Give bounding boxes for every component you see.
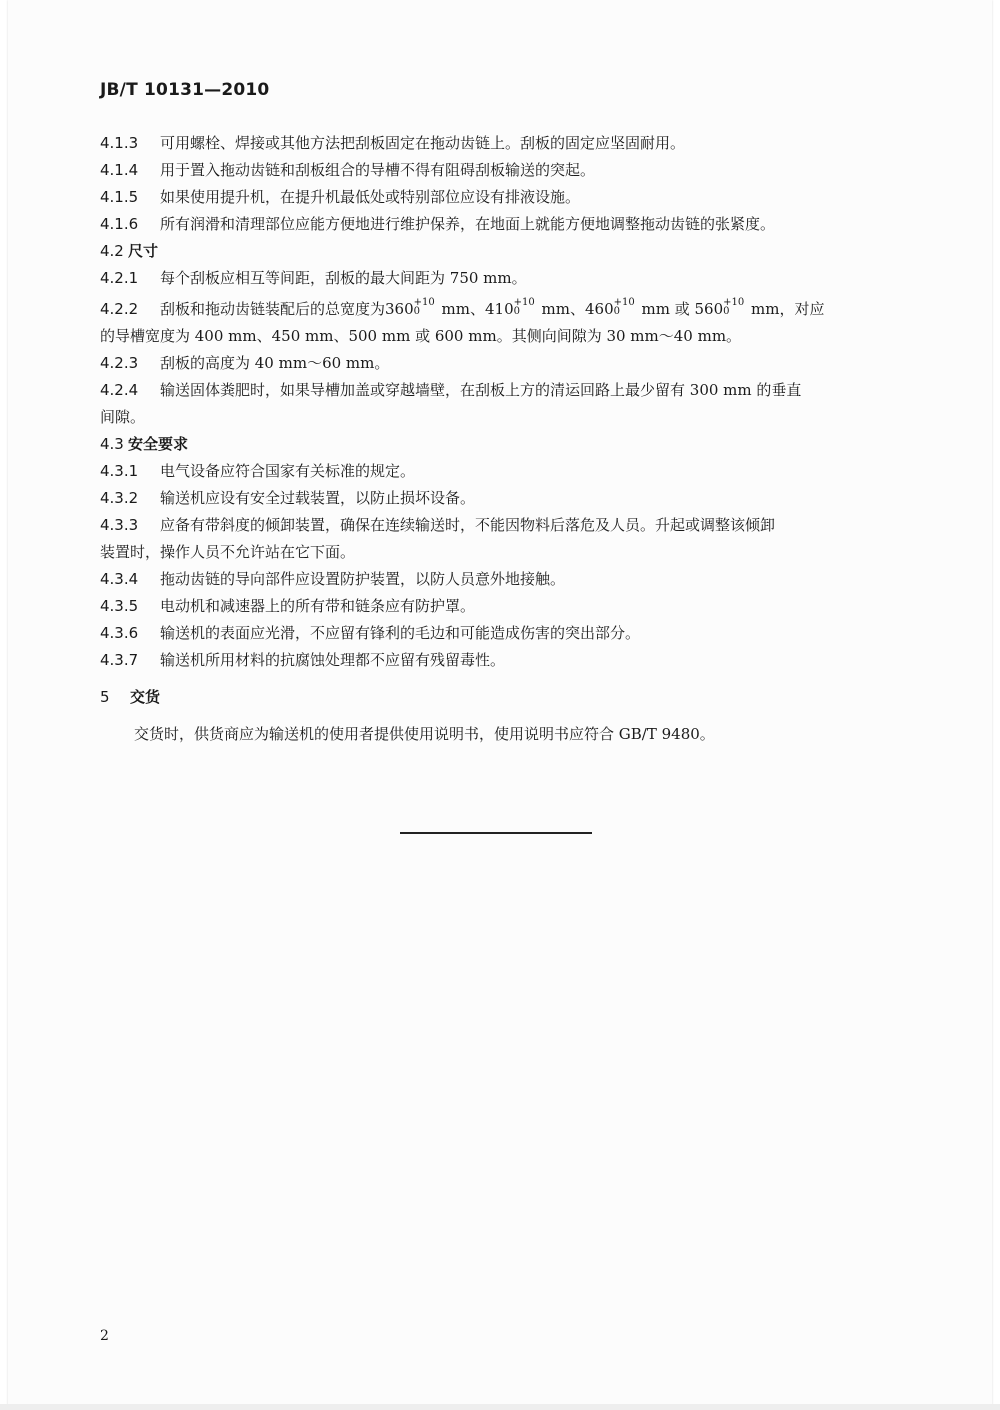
clause-text: 电气设备应符合国家有关标准的规定。 — [160, 462, 416, 480]
clause-text: 输送机应设有安全过载装置，以防止损坏设备。 — [160, 489, 476, 507]
clause-text: 输送机的表面应光滑，不应留有锋利的毛边和可能造成伤害的突出部分。 — [160, 624, 641, 642]
spacer — [100, 674, 900, 684]
clause-number: 4.3.4 — [100, 570, 139, 588]
width-value-2: 410 — [485, 300, 514, 318]
width-value-1: 360 — [385, 300, 414, 318]
tolerance: +10 0 — [513, 297, 535, 317]
unit: mm — [636, 300, 670, 318]
clause-number: 4.2.4 — [100, 381, 139, 399]
document-code-header: JB/T 10131—2010 — [100, 80, 270, 100]
clause-4-2-4 — [100, 377, 900, 404]
clause-number: 4.2.3 — [100, 354, 139, 372]
clause-text: 如果使用提升机，在提升机最低处或特别部位应设有排液设施。 — [160, 188, 581, 206]
clause-4-1-3 — [100, 130, 900, 157]
width-value-4: 560 — [694, 300, 724, 318]
document-body — [100, 130, 900, 748]
clause-text: 电动机和减速器上的所有带和链条应有防护罩。 — [160, 597, 476, 615]
clause-4-3-1 — [100, 458, 900, 485]
separator: 、 — [569, 300, 585, 318]
clause-text: 应备有带斜度的倾卸装置，确保在连续输送时，不能因物料后落危及人员。升起或调整该倾卸 — [160, 516, 776, 534]
conjunction: 或 — [669, 300, 695, 318]
clause-text: 用于置入拖动齿链和刮板组合的导槽不得有阻碍刮板输送的突起。 — [160, 161, 596, 179]
section-number: 4.2 — [100, 242, 124, 260]
clause-4-2-4-continued — [100, 404, 900, 431]
clause-text: 所有润滑和清理部位应能方便地进行维护保养，在地面上就能方便地调整拖动齿链的张紧度。 — [160, 215, 776, 233]
section-title: 安全要求 — [128, 435, 189, 453]
clause-number: 4.3.3 — [100, 516, 139, 534]
clause-number: 4.2.1 — [100, 269, 139, 287]
clause-4-3-4 — [100, 566, 900, 593]
spacer — [100, 711, 900, 721]
clause-text: 间隙。 — [100, 408, 146, 426]
page-bottom-edge — [0, 1404, 1000, 1410]
width-value-3: 460 — [584, 300, 614, 318]
clause-lead: 刮板和拖动齿链装配后的总宽度为 — [160, 300, 386, 318]
clause-4-2-2 — [100, 296, 900, 323]
clause-4-3-3 — [100, 512, 900, 539]
section-title: 尺寸 — [128, 242, 159, 260]
clause-number: 4.3.7 — [100, 651, 139, 669]
tolerance: +10 0 — [413, 297, 435, 317]
section-4-2-heading — [100, 238, 900, 265]
clause-number: 4.1.3 — [100, 134, 139, 152]
clause-text: 输送机所用材料的抗腐蚀处理都不应留有残留毒性。 — [160, 651, 506, 669]
clause-4-3-5 — [100, 593, 900, 620]
clause-4-2-2-continued — [100, 323, 900, 350]
clause-number: 4.3.6 — [100, 624, 139, 642]
chapter-5-heading — [100, 684, 900, 711]
clause-number: 4.3.1 — [100, 462, 139, 480]
clause-number: 4.1.5 — [100, 188, 139, 206]
clause-4-1-5 — [100, 184, 900, 211]
separator: 、 — [469, 300, 485, 318]
clause-4-1-4 — [100, 157, 900, 184]
clause-4-3-7 — [100, 647, 900, 674]
clause-4-3-6 — [100, 620, 900, 647]
clause-number: 4.3.2 — [100, 489, 139, 507]
clause-4-3-3-continued — [100, 539, 900, 566]
tolerance: +10 0 — [613, 297, 635, 317]
section-4-3-heading — [100, 431, 900, 458]
clause-4-2-1 — [100, 265, 900, 292]
end-of-text-rule — [400, 832, 592, 834]
clause-number: 4.2.2 — [100, 300, 139, 318]
clause-number: 4.1.6 — [100, 215, 139, 233]
tolerance: +10 0 — [723, 297, 745, 317]
unit: mm — [536, 300, 570, 318]
clause-4-1-6 — [100, 211, 900, 238]
chapter-number: 5 — [100, 688, 110, 706]
clause-text: 装置时，操作人员不允许站在它下面。 — [100, 543, 356, 561]
clause-text: 输送固体粪肥时，如果导槽加盖或穿越墙壁，在刮板上方的清运回路上最少留有 300 mm 的垂直 — [160, 381, 802, 399]
clause-text: 每个刮板应相互等间距，刮板的最大间距为 750 mm。 — [160, 269, 527, 287]
clause-number: 4.3.5 — [100, 597, 139, 615]
clause-text: 的导槽宽度为 400 mm、450 mm、500 mm 或 600 mm。其侧向间隙为 30 mm～40 mm。 — [100, 327, 742, 345]
clause-4-3-2 — [100, 485, 900, 512]
chapter-title: 交货 — [130, 688, 161, 706]
clause-text: 刮板的高度为 40 mm～60 mm。 — [160, 354, 390, 372]
section-number: 4.3 — [100, 435, 124, 453]
page-number: 2 — [100, 1328, 109, 1344]
clause-4-2-3 — [100, 350, 900, 377]
delivery-paragraph — [100, 721, 900, 748]
clause-text: 拖动齿链的导向部件应设置防护装置，以防人员意外地接触。 — [160, 570, 566, 588]
clause-number: 4.1.4 — [100, 161, 139, 179]
unit: mm — [436, 300, 470, 318]
clause-text: 可用螺栓、焊接或其他方法把刮板固定在拖动齿链上。刮板的固定应坚固耐用。 — [160, 134, 686, 152]
clause-tail: ，对应 — [779, 300, 825, 318]
paragraph-text: 交货时，供货商应为输送机的使用者提供使用说明书，使用说明书应符合 GB/T 9480。 — [134, 725, 715, 743]
unit: mm — [746, 300, 780, 318]
